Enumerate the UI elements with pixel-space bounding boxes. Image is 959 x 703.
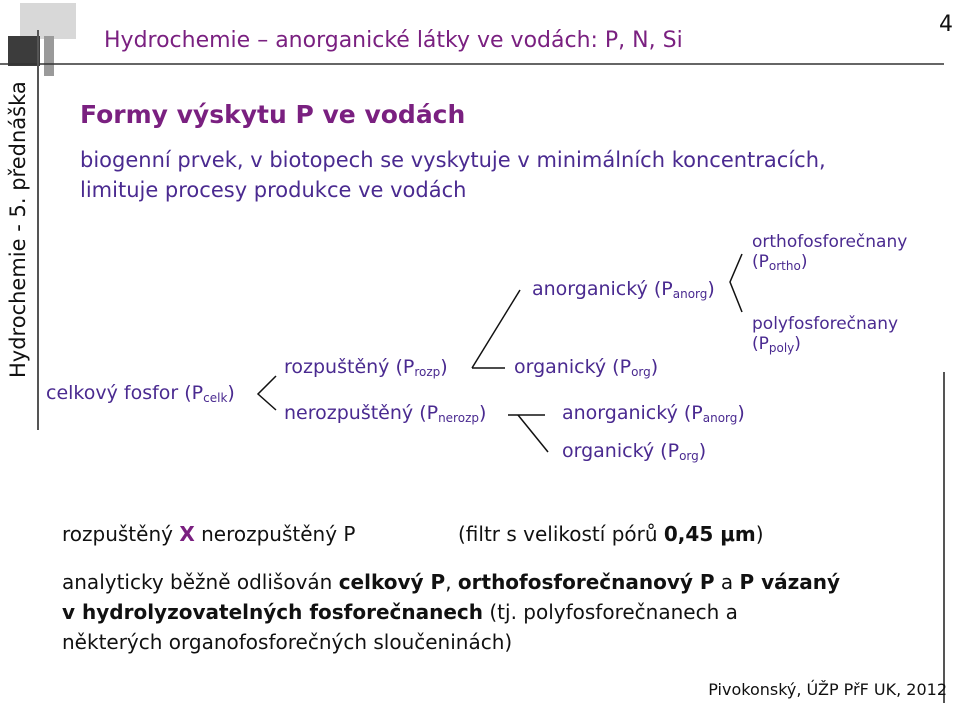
node-undissolved-organic: organický $(P_{org})$	[562, 440, 707, 463]
footer-credit: Pivokonský, ÚŽP PřF UK, 2012	[708, 680, 947, 699]
header-title: Hydrochemie – anorganické látky ve vodách: P, N, Si	[104, 28, 683, 53]
node-orthophosphates: orthofosforečnany $(P_{ortho})$	[752, 232, 908, 273]
dissolved-vs-undissolved: rozpuštěný X nerozpuštěný P	[62, 522, 356, 546]
brace-total	[258, 376, 276, 410]
node-dissolved-organic: organický $(P_{org})$	[514, 356, 659, 379]
slide-title: Formy výskytu P ve vodách	[80, 100, 466, 129]
page-number: 4	[939, 12, 953, 37]
node-dissolved: rozpuštěný $(P_{rozp})$	[284, 356, 448, 379]
node-polyphosphates: polyfosforečnany $(P_{poly})$	[752, 314, 899, 355]
node-undissolved-inorganic: anorganický $(P_{anorg})$	[562, 402, 745, 425]
decor-block-light	[20, 3, 76, 39]
filter-note: (filtr s velikostí pórů 0,45 μm)	[458, 522, 764, 546]
decor-block-mid	[44, 36, 54, 76]
analytic-line-2: v hydrolyzovatelných fosforečnanech (tj. polyfosforečnanech a	[62, 600, 738, 624]
node-total-phosphorus: celkový fosfor $(P_{celk})$	[46, 382, 235, 405]
analytic-line-3: některých organofosforečných sloučeninách)	[62, 630, 513, 654]
node-undissolved: nerozpuštěný $(P_{nerozp})$	[284, 402, 487, 425]
connector-undissolved-organic	[518, 415, 548, 452]
brace-inorganic	[730, 254, 742, 312]
connector-dissolved-inorganic	[472, 290, 520, 368]
sidebar-label: Hydrochemie - 5. přednáška	[6, 81, 30, 378]
intro-line-1: biogenní prvek, v biotopech se vyskytuje v minimálních koncentracích,	[80, 148, 826, 172]
analytic-line-1: analyticky běžně odlišován celkový P, orthofosforečnanový P a P vázaný	[62, 570, 841, 594]
intro-line-2: limituje procesy produkce ve vodách	[80, 178, 467, 202]
node-dissolved-inorganic: anorganický $(P_{anorg})$	[532, 278, 715, 301]
